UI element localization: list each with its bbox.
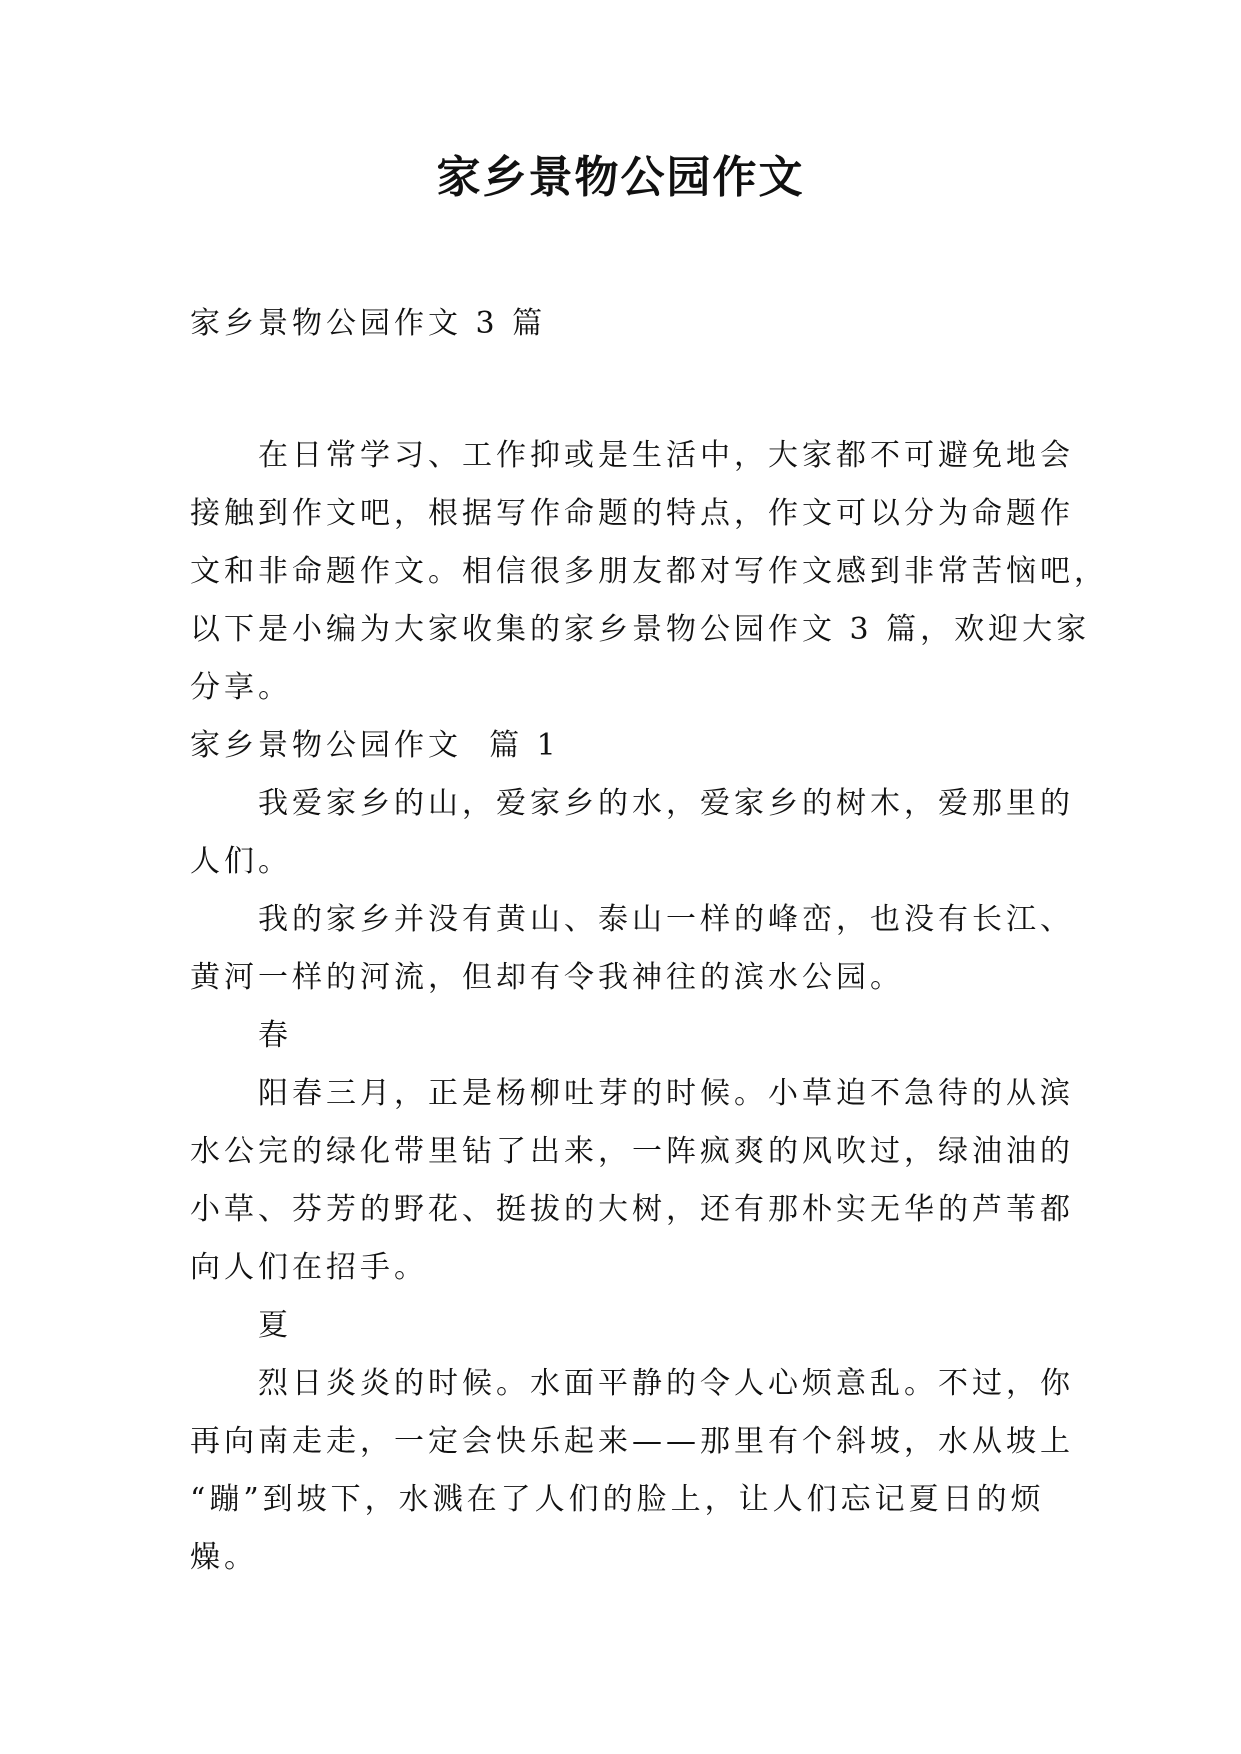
paragraph bbox=[190, 891, 1074, 1007]
text-line: 人们。 bbox=[190, 844, 292, 879]
document-body bbox=[190, 295, 1108, 1587]
text-line: 向人们在招手。 bbox=[190, 1250, 428, 1285]
page-title: 家乡景物公园作文 bbox=[436, 152, 805, 203]
text-line: 以下是小编为大家收集的家乡景物公园作文 3 篇，欢迎大家 bbox=[190, 612, 1091, 647]
text-line: “蹦”到坡下，水溅在了人们的脸上，让人们忘记夏日的烦 bbox=[190, 1482, 1045, 1517]
text-line: 燥。 bbox=[190, 1540, 258, 1575]
text-line: 在日常学习、工作抑或是生活中，大家都不可避免地会 bbox=[258, 438, 1074, 473]
text-line: 我爱家乡的山，爱家乡的水，爱家乡的树木，爱那里的 bbox=[258, 786, 1074, 821]
section-heading: 家乡景物公园作文 篇 1 bbox=[190, 728, 560, 763]
text-line: 烈日炎炎的时候。水面平静的令人心烦意乱。不过，你 bbox=[258, 1366, 1074, 1401]
intro-paragraph bbox=[190, 427, 1108, 717]
text-line: 分享。 bbox=[190, 670, 292, 705]
text-line: 黄河一样的河流，但却有令我神往的滨水公园。 bbox=[190, 960, 904, 995]
season-heading-summer: 夏 bbox=[258, 1308, 292, 1343]
paragraph bbox=[190, 775, 1074, 891]
text-line: 我的家乡并没有黄山、泰山一样的峰峦，也没有长江、 bbox=[258, 902, 1074, 937]
text-line: 水公完的绿化带里钻了出来，一阵疯爽的风吹过，绿油油的 bbox=[190, 1134, 1074, 1169]
paragraph bbox=[190, 1355, 1074, 1587]
text-line: 再向南走走，一定会快乐起来——那里有个斜坡，水从坡上 bbox=[190, 1424, 1074, 1459]
text-line: 小草、芬芳的野花、挺拔的大树，还有那朴实无华的芦苇都 bbox=[190, 1192, 1074, 1227]
text-line: 接触到作文吧，根据写作命题的特点，作文可以分为命题作 bbox=[190, 496, 1074, 531]
season-heading-spring: 春 bbox=[258, 1018, 292, 1053]
text-line: 文和非命题作文。相信很多朋友都对写作文感到非常苦恼吧， bbox=[190, 554, 1108, 589]
document-subtitle: 家乡景物公园作文 3 篇 bbox=[190, 306, 547, 341]
text-line: 阳春三月，正是杨柳吐芽的时候。小草迫不急待的从滨 bbox=[258, 1076, 1074, 1111]
paragraph bbox=[190, 1065, 1074, 1297]
